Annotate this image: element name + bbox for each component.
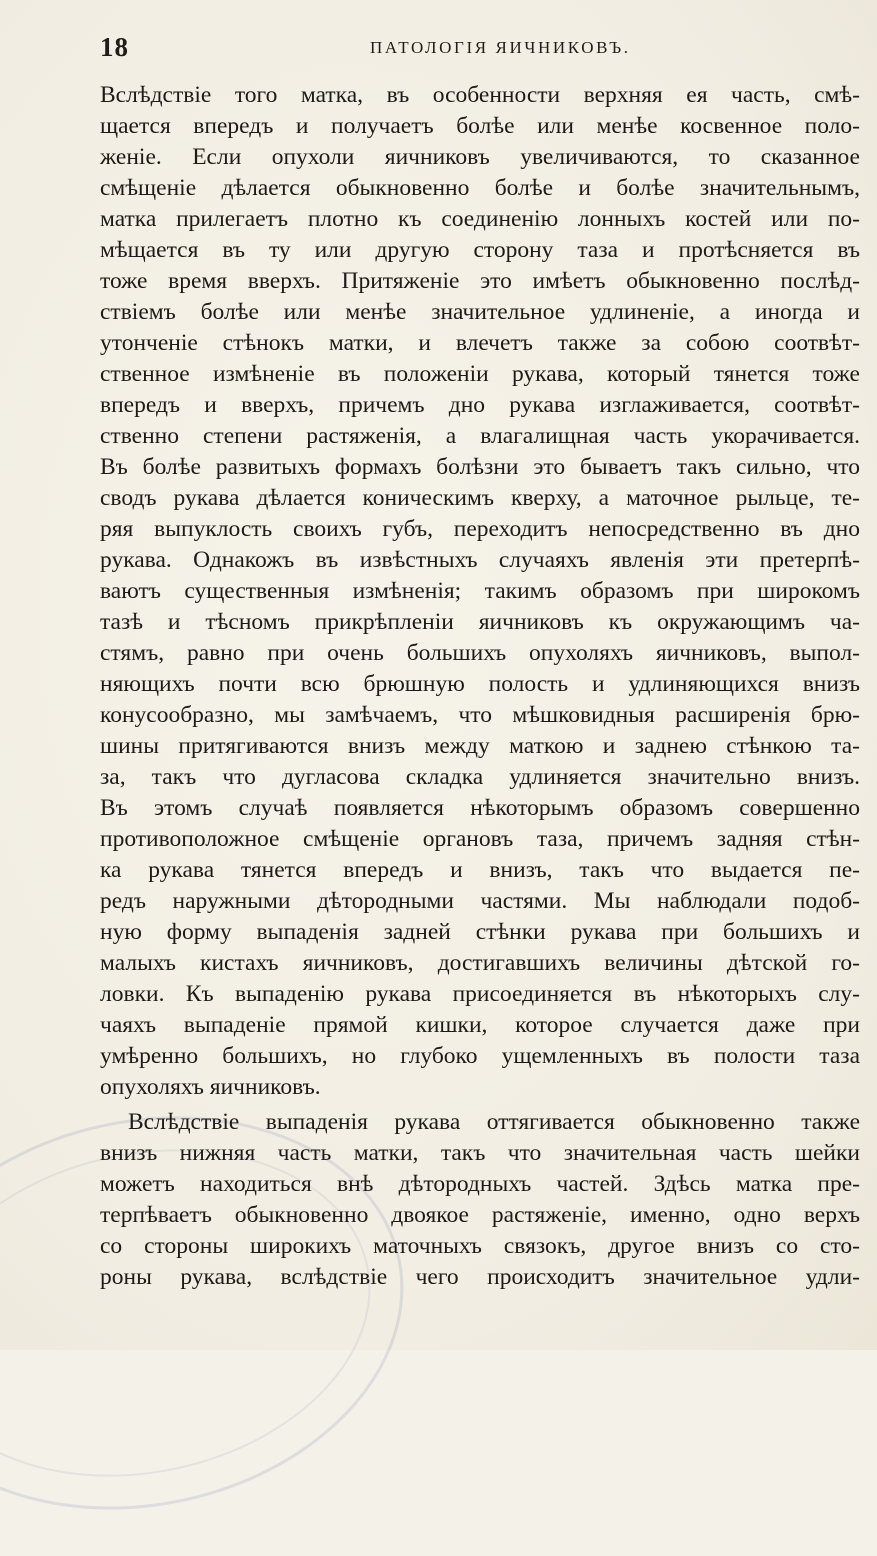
text-line: матка прилегаетъ плотно къ соединенію лонныхъ костей или по-: [100, 206, 860, 232]
text-line: роны рукава, вслѣдствіе чего происходитъ значительное удли-: [100, 1264, 860, 1290]
text-line: впередъ и вверхъ, причемъ дно рукава изглаживается, соотвѣт-: [100, 392, 860, 418]
text-line: мѣщается въ ту или другую сторону таза и протѣсняется въ: [100, 237, 860, 263]
text-line: ваютъ существенныя измѣненія; такимъ образомъ при широкомъ: [100, 578, 860, 604]
page-number: 18: [100, 32, 129, 62]
text-line: Въ этомъ случаѣ появляется нѣкоторымъ образомъ совершенно: [100, 795, 860, 821]
text-line: тоже время вверхъ. Притяженіе это имѣетъ обыкновенно послѣд-: [100, 268, 860, 294]
text-line: сводъ рукава дѣлается коническимъ кверху, а маточное рыльце, те-: [100, 485, 860, 511]
text-line: ка рукава тянется впередъ и внизъ, такъ что выдается пе-: [100, 857, 860, 883]
text-line: смѣщеніе дѣлается обыкновенно болѣе и болѣе значительнымъ,: [100, 175, 860, 201]
body-text: [100, 80, 860, 1293]
text-line: утонченіе стѣнокъ матки, и влечетъ также за собою соотвѣт-: [100, 330, 860, 356]
text-line: можетъ находиться внѣ дѣтородныхъ частей. Здѣсь матка пре-: [100, 1171, 860, 1197]
text-line: ловки. Къ выпаденію рукава присоединяется въ нѣкоторыхъ слу-: [100, 981, 860, 1007]
text-line: малыхъ кистахъ яичниковъ, достигавшихъ величины дѣтской го-: [100, 950, 860, 976]
text-line: терпѣваетъ обыкновенно двоякое растяженіе, именно, одно верхъ: [100, 1202, 860, 1228]
text-line: опухоляхъ яичниковъ.: [100, 1074, 321, 1100]
text-line: внизъ нижняя часть матки, такъ что значительная часть шейки: [100, 1140, 860, 1166]
text-line: ственно степени растяженія, а влагалищная часть укорачивается.: [100, 423, 860, 449]
text-line: ственное измѣненіе въ положеніи рукава, который тянется тоже: [100, 361, 860, 387]
page-header: [100, 30, 860, 66]
text-line: противоположное смѣщеніе органовъ таза, причемъ задняя стѣн-: [100, 826, 860, 852]
text-line: ствіемъ болѣе или менѣе значительное удлиненіе, а иногда и: [100, 299, 860, 325]
text-line: редъ наружными дѣтородными частями. Мы наблюдали подоб-: [100, 888, 860, 914]
text-line: стямъ, равно при очень большихъ опухоляхъ яичниковъ, выпол-: [100, 640, 860, 666]
text-line: Вслѣдствіе того матка, въ особенности верхняя ея часть, смѣ-: [100, 82, 860, 108]
text-line: конусообразно, мы замѣчаемъ, что мѣшковидныя расширенія брю-: [100, 702, 860, 728]
text-line: чаяхъ выпаденіе прямой кишки, которое случается даже при: [100, 1012, 860, 1038]
text-line: за, такъ что дугласова складка удлиняется значительно внизъ.: [100, 764, 860, 790]
text-line: ряя выпуклость своихъ губъ, переходитъ непосредственно въ дно: [100, 516, 860, 542]
text-line: щается впередъ и получаетъ болѣе или менѣе косвенное поло-: [100, 113, 860, 139]
text-line: шины притягиваются внизъ между маткою и заднею стѣнкою та-: [100, 733, 860, 759]
text-line: Въ болѣе развитыхъ формахъ болѣзни это бываетъ такъ сильно, что: [100, 454, 860, 480]
text-line: няющихъ почти всю брюшную полость и удлиняющихся внизъ: [100, 671, 860, 697]
text-line: тазѣ и тѣсномъ прикрѣпленіи яичниковъ къ окружающимъ ча-: [100, 609, 860, 635]
running-head: ПАТОЛОГІЯ ЯИЧНИКОВЪ.: [370, 38, 631, 57]
text-line: умѣренно большихъ, но глубоко ущемленныхъ въ полости таза: [100, 1043, 860, 1069]
text-line: женіе. Если опухоли яичниковъ увеличиваются, то сказанное: [100, 144, 860, 170]
text-line: рукава. Однакожъ въ извѣстныхъ случаяхъ явленія эти претерпѣ-: [100, 547, 860, 573]
text-line: ную форму выпаденія задней стѣнки рукава при большихъ и: [100, 919, 860, 945]
text-line: со стороны широкихъ маточныхъ связокъ, другое внизъ со сто-: [100, 1233, 860, 1259]
text-line: Вслѣдствіе выпаденія рукава оттягивается обыкновенно также: [128, 1109, 860, 1135]
